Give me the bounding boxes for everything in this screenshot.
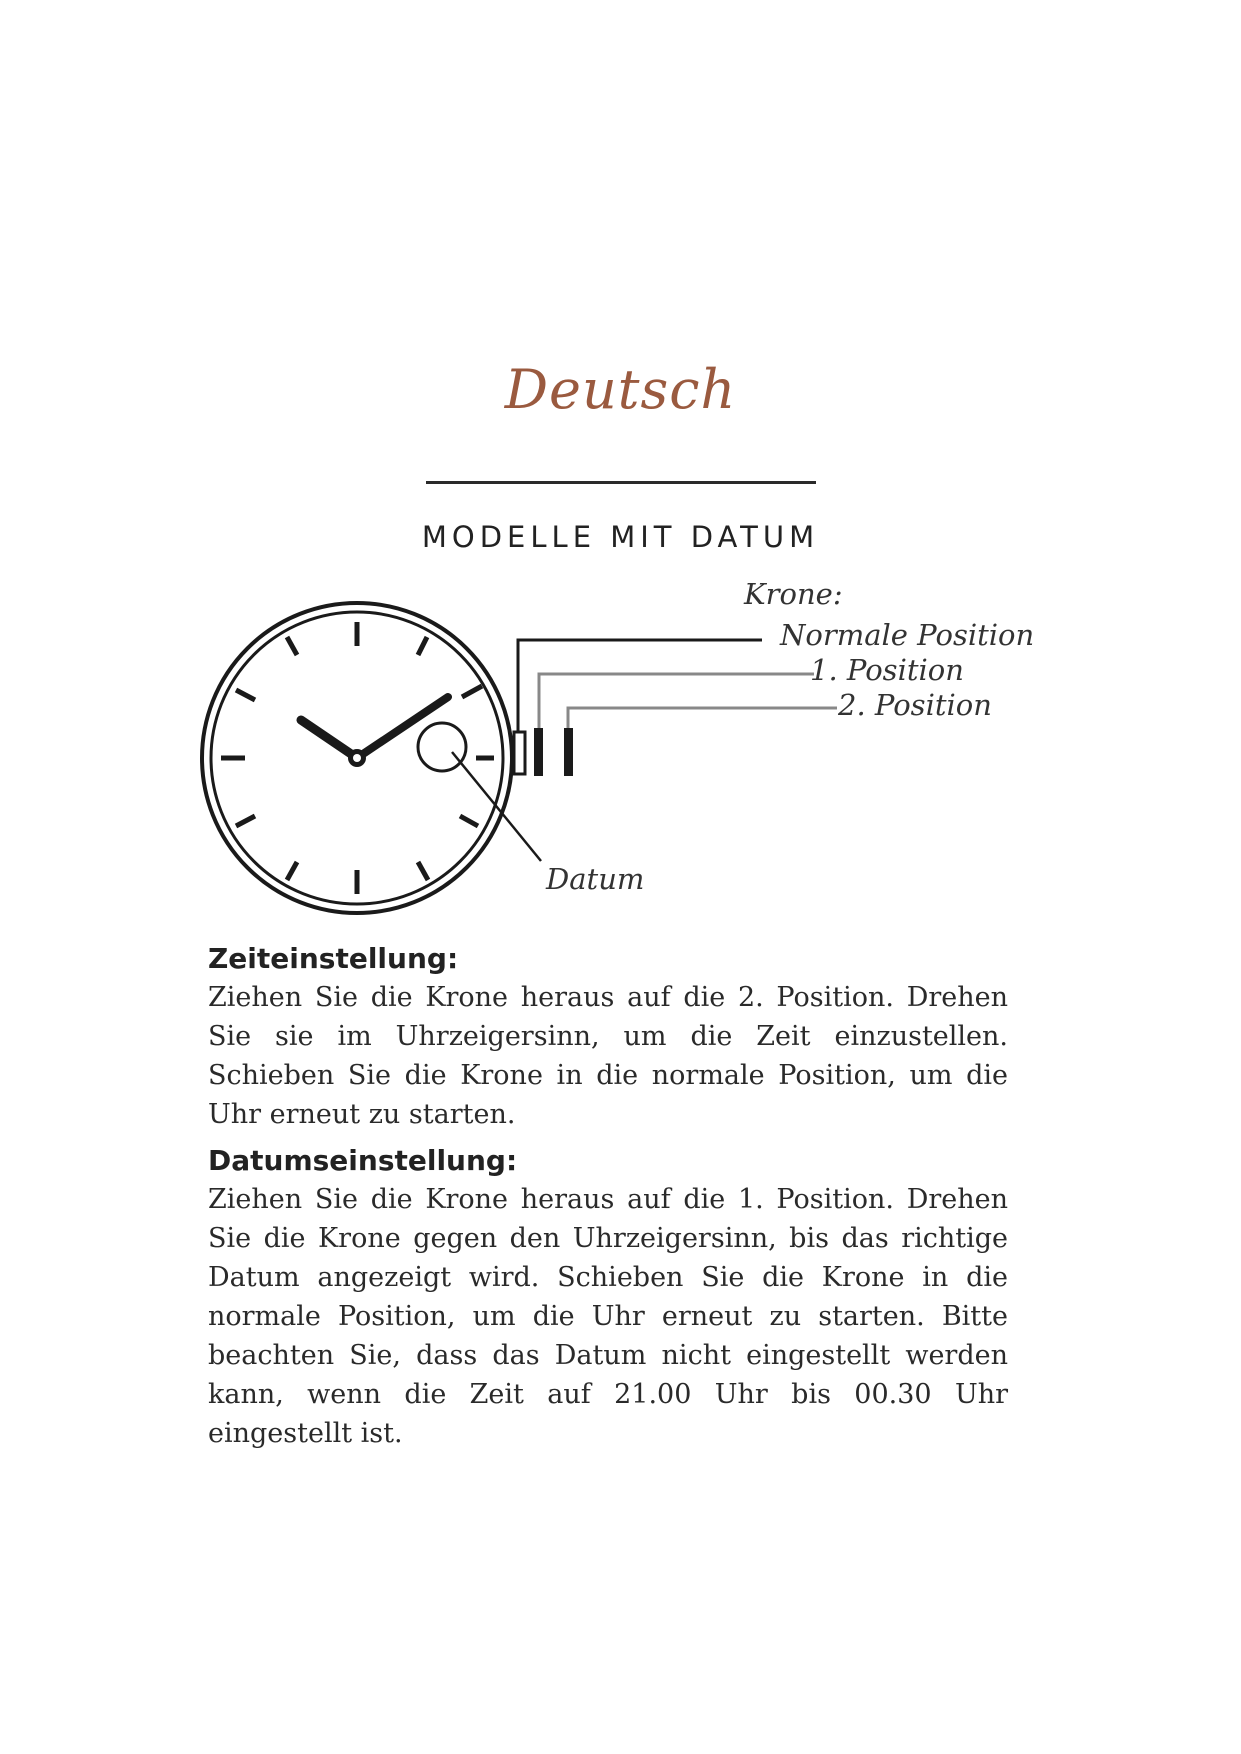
minute-hand <box>357 697 448 758</box>
language-title: Deutsch <box>504 358 737 421</box>
time-setting-text: Ziehen Sie die Krone heraus auf die 2. Position. Drehen Sie sie im Uhrzeigersinn, um die Zeit einzustellen. Schieben Sie die Krone in die normale Position, um die Uhr erneut zu starten. <box>208 982 1008 1130</box>
date-label: Datum <box>546 862 645 896</box>
marker-8 <box>236 816 255 826</box>
crown-normal <box>514 732 525 774</box>
marker-1 <box>418 637 427 655</box>
marker-5 <box>418 862 428 880</box>
leader-position-2 <box>568 708 837 728</box>
marker-11 <box>287 637 297 655</box>
time-setting-heading: Zeiteinstellung: <box>208 942 459 975</box>
leader-position-1 <box>539 674 814 728</box>
crown-position-2 <box>564 728 573 776</box>
marker-4 <box>460 816 478 826</box>
crown-label: Krone: <box>744 577 843 611</box>
hour-hand <box>301 720 357 758</box>
position-1-label: 1. Position <box>810 653 964 687</box>
instructions <box>208 940 1008 1461</box>
marker-10 <box>236 690 255 700</box>
marker-2 <box>462 686 482 697</box>
section-heading: MODELLE MIT DATUM <box>421 520 820 554</box>
date-setting-text: Ziehen Sie die Krone heraus auf die 1. Position. Drehen Sie die Krone gegen den Uhrzeigersinn, bis das richtige Datum angezeigt wird. Schieben Sie die Krone in die normale Position, um die Uhr erneut zu starten. Bitte beachten Sie, dass das Datum nicht eingestellt werden kann, wenn die Zeit auf 21.00 Uhr bis 00.30 Uhr eingestellt ist. <box>208 1184 1008 1449</box>
crown-position-1 <box>534 728 543 776</box>
position-2-label: 2. Position <box>838 688 992 722</box>
marker-7 <box>287 862 297 880</box>
normal-position-label: Normale Position <box>780 618 1035 652</box>
date-setting-heading: Datumseinstellung: <box>208 1144 518 1177</box>
date-pointer-line <box>452 752 541 861</box>
date-window <box>418 723 466 771</box>
leader-normal <box>518 640 762 732</box>
